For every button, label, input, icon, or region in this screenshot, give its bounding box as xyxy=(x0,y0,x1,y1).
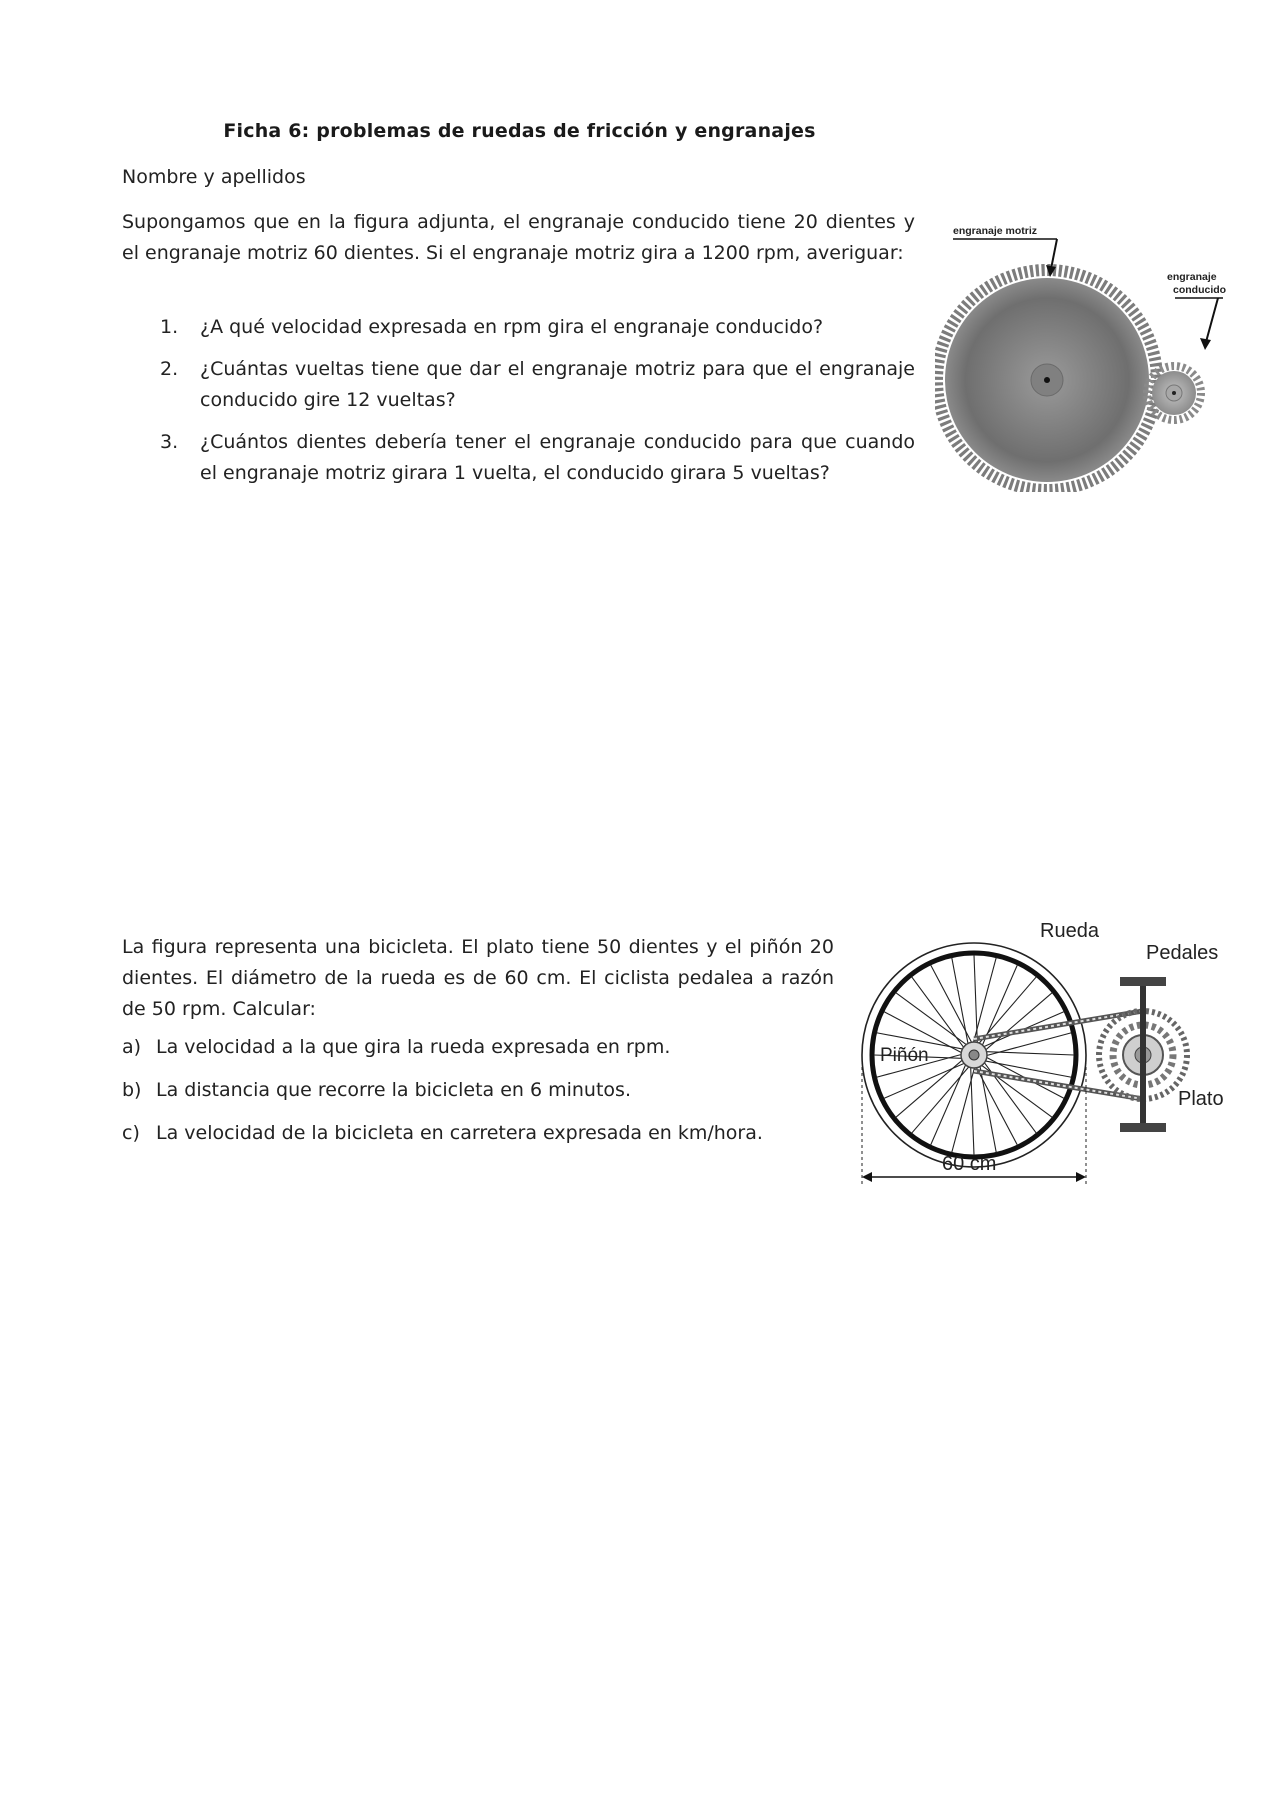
problem1-questions xyxy=(160,312,915,500)
problem2-questions xyxy=(122,1036,852,1165)
label-engranaje-conducido-2: conducido xyxy=(1173,284,1227,296)
driven-gear xyxy=(1147,366,1201,420)
list-item xyxy=(122,1079,852,1122)
question-number: 2. xyxy=(160,358,179,380)
page-title: Ficha 6: problemas de ruedas de fricción y engranajes xyxy=(223,120,816,142)
label-plato: Plato xyxy=(1178,1088,1224,1110)
question-text: La velocidad de la bicicleta en carretera expresada en km/hora. xyxy=(156,1122,763,1144)
problem1-intro: Supongamos que en la figura adjunta, el engranaje conducido tiene 20 dientes y el engranaje motriz 60 dientes. Si el engranaje motriz gira a 1200 rpm, averiguar: xyxy=(122,211,915,264)
bike-chain xyxy=(974,1011,1143,1099)
list-item xyxy=(160,354,915,416)
wheel-spoke xyxy=(931,965,973,1045)
label-engranaje-motriz: engranaje motriz xyxy=(953,225,1038,237)
gears-figure xyxy=(935,222,1230,492)
wheel-spoke xyxy=(952,958,969,1047)
question-number: 3. xyxy=(160,431,179,453)
list-item xyxy=(160,312,915,343)
list-item xyxy=(122,1122,852,1165)
bicycle-figure xyxy=(858,915,1258,1195)
question-letter: a) xyxy=(122,1036,142,1058)
wheel-spoke xyxy=(912,1064,971,1133)
wheel-spoke xyxy=(884,1062,967,1098)
label-rueda: Rueda xyxy=(1040,920,1099,942)
question-text: ¿Cuántos dientes debería tener el engranaje conducido para que cuando el engranaje motriz girara 1 vuelta, el conducido girara 5 vueltas? xyxy=(200,431,915,484)
list-item xyxy=(122,1036,852,1079)
question-number: 1. xyxy=(160,316,179,338)
question-letter: c) xyxy=(122,1122,140,1144)
question-text: ¿Cuántas vueltas tiene que dar el engranaje motriz para que el engranaje conducido gire 12 vueltas? xyxy=(200,358,915,411)
wheel-spoke xyxy=(931,1062,967,1145)
label-engranaje-conducido-1: engranaje xyxy=(1167,271,1217,283)
motriz-arrow xyxy=(953,239,1057,277)
list-item xyxy=(160,427,915,489)
label-diametro: 60 cm xyxy=(942,1153,997,1175)
label-pinon: Piñón xyxy=(880,1045,929,1066)
name-field-label: Nombre y apellidos xyxy=(122,166,306,188)
question-text: La distancia que recorre la bicicleta en 6 minutos. xyxy=(156,1079,631,1101)
label-pedales: Pedales xyxy=(1146,942,1219,964)
question-text: La velocidad a la que gira la rueda expresada en rpm. xyxy=(156,1036,671,1058)
question-letter: b) xyxy=(122,1079,142,1101)
conducido-arrow xyxy=(1175,298,1223,350)
wheel-spoke xyxy=(983,993,1052,1052)
question-text: ¿A qué velocidad expresada en rpm gira el engranaje conducido? xyxy=(200,316,824,338)
wheel-spoke xyxy=(896,1058,965,1117)
driving-gear xyxy=(937,270,1157,490)
problem2-intro: La figura representa una bicicleta. El plato tiene 50 dientes y el piñón 20 dientes. El diámetro de la rueda es de 60 cm. El ciclista pedalea a razón de 50 rpm. Calcular: xyxy=(122,936,834,1020)
